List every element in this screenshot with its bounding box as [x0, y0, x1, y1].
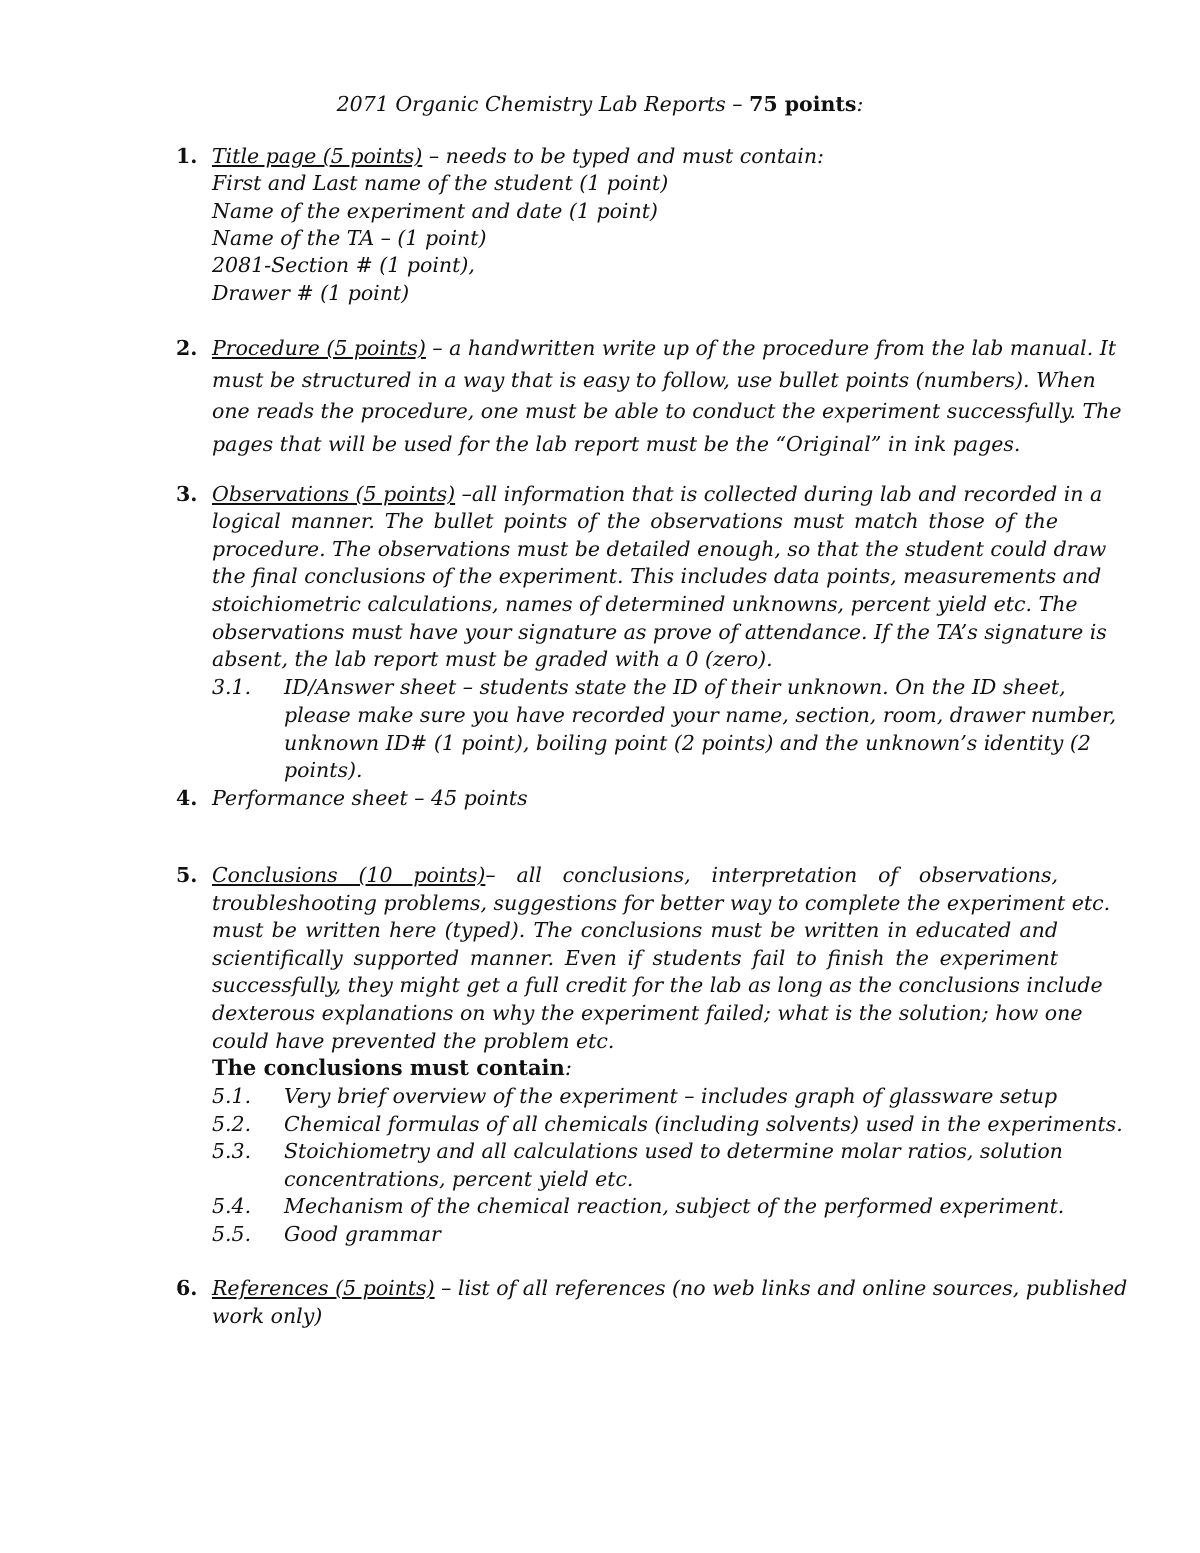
s5-item-line: Very brief overview of the experiment – includes graph of glassware setup	[284, 1084, 1058, 1108]
s3-heading: Observations (5 points)	[212, 482, 456, 506]
s3-sub-line: points).	[284, 758, 363, 782]
s5-item-line: Good grammar	[284, 1222, 441, 1246]
s5-item-number: 5.5.	[212, 1222, 252, 1246]
s2-heading: Procedure (5 points)	[212, 336, 426, 360]
s5-item-number: 5.4.	[212, 1194, 252, 1218]
s6-heading: References (5 points)	[212, 1276, 435, 1300]
s4-text: Performance sheet – 45 points	[212, 786, 528, 810]
s1-line: Drawer # (1 point)	[212, 281, 410, 305]
s5-item-line: Mechanism of the chemical reaction, subject of the performed experiment.	[284, 1194, 1065, 1218]
s5-item-line: Stoichiometry and all calculations used to determine molar ratios, solution	[284, 1139, 1063, 1163]
s5-line: dexterous explanations on why the experiment failed; what is the solution; how one	[212, 1001, 1083, 1025]
s5-contain-text: The conclusions must contain	[212, 1055, 565, 1080]
s5-heading: Conclusions (10 points)	[212, 863, 486, 887]
s5-heading-line	[212, 861, 1058, 889]
s3-line: logical manner. The bullet points of the observations must match those of the	[212, 509, 1058, 533]
s5-number: 5.	[176, 863, 198, 887]
title-colon: :	[856, 92, 864, 116]
s3-heading-line	[212, 480, 1103, 508]
s2-number: 2.	[176, 336, 198, 360]
s1-heading-line	[212, 142, 824, 170]
s5-item-line: concentrations, percent yield etc.	[284, 1167, 634, 1191]
s6-heading-rest: – list of all references (no web links and online sources, published	[434, 1276, 1128, 1300]
s1-line: Name of the experiment and date (1 point)	[212, 199, 658, 223]
s5-item-line: Chemical formulas of all chemicals (including solvents) used in the experiments.	[284, 1112, 1123, 1136]
title-points: 75 points	[749, 92, 857, 116]
s3-line: procedure. The observations must be detailed enough, so that the student could draw	[212, 537, 1107, 561]
s3-sub-line: ID/Answer sheet – students state the ID of their unknown. On the ID sheet,	[284, 675, 1066, 699]
s1-heading-rest: – needs to be typed and must contain:	[422, 144, 824, 168]
s1-line: First and Last name of the student (1 point)	[212, 171, 669, 195]
s3-line: stoichiometric calculations, names of determined unknowns, percent yield etc. The	[212, 592, 1078, 616]
s2-line: must be structured in a way that is easy to follow, use bullet points (numbers). When	[212, 368, 1096, 392]
s1-number: 1.	[176, 144, 198, 168]
s5-line: could have prevented the problem etc.	[212, 1029, 615, 1053]
s3-heading-rest: –all information that is collected during lab and recorded in a	[455, 482, 1103, 506]
s5-heading-rest: – all conclusions, interpretation of observations,	[485, 863, 1058, 887]
s6-number: 6.	[176, 1276, 198, 1300]
s5-item-number: 5.3.	[212, 1139, 252, 1163]
s5-item-number: 5.2.	[212, 1112, 252, 1136]
s2-line: pages that will be used for the lab report must be the “Original” in ink pages.	[212, 432, 1021, 456]
s3-number: 3.	[176, 482, 198, 506]
s5-line: must be written here (typed). The conclusions must be written in educated and	[212, 918, 1058, 942]
s5-line: scientifically supported manner. Even if students fail to finish the experiment	[212, 946, 1058, 970]
s5-contain-heading	[212, 1054, 572, 1082]
s2-line: one reads the procedure, one must be able to conduct the experiment successfully. The	[212, 399, 1122, 423]
s2-heading-line	[212, 334, 1117, 362]
title-text: 2071 Organic Chemistry Lab Reports –	[336, 92, 750, 116]
s3-line: the final conclusions of the experiment. This includes data points, measurements and	[212, 564, 1102, 588]
s1-heading: Title page (5 points)	[212, 144, 423, 168]
s5-line: successfully, they might get a full credit for the lab as long as the conclusions include	[212, 973, 1103, 997]
s6-line: work only)	[212, 1304, 323, 1328]
s5-contain-colon: :	[564, 1056, 572, 1080]
s3-sub-line: unknown ID# (1 point), boiling point (2 points) and the unknown’s identity (2	[284, 731, 1091, 755]
s5-line: troubleshooting problems, suggestions for better way to complete the experiment etc.	[212, 891, 1111, 915]
s3-line: observations must have your signature as prove of attendance. If the TA’s signature is	[212, 620, 1107, 644]
s3-sub-line: please make sure you have recorded your name, section, room, drawer number,	[284, 703, 1117, 727]
page-title	[0, 90, 1200, 118]
s1-line: Name of the TA – (1 point)	[212, 226, 487, 250]
s1-line: 2081-Section # (1 point),	[212, 253, 475, 277]
s4-number: 4.	[176, 786, 198, 810]
s2-heading-rest: – a handwritten write up of the procedure from the lab manual. It	[425, 336, 1117, 360]
s3-sub-number: 3.1.	[212, 675, 252, 699]
s5-item-number: 5.1.	[212, 1084, 252, 1108]
s6-heading-line	[212, 1274, 1128, 1302]
s3-line: absent, the lab report must be graded with a 0 (zero).	[212, 647, 773, 671]
